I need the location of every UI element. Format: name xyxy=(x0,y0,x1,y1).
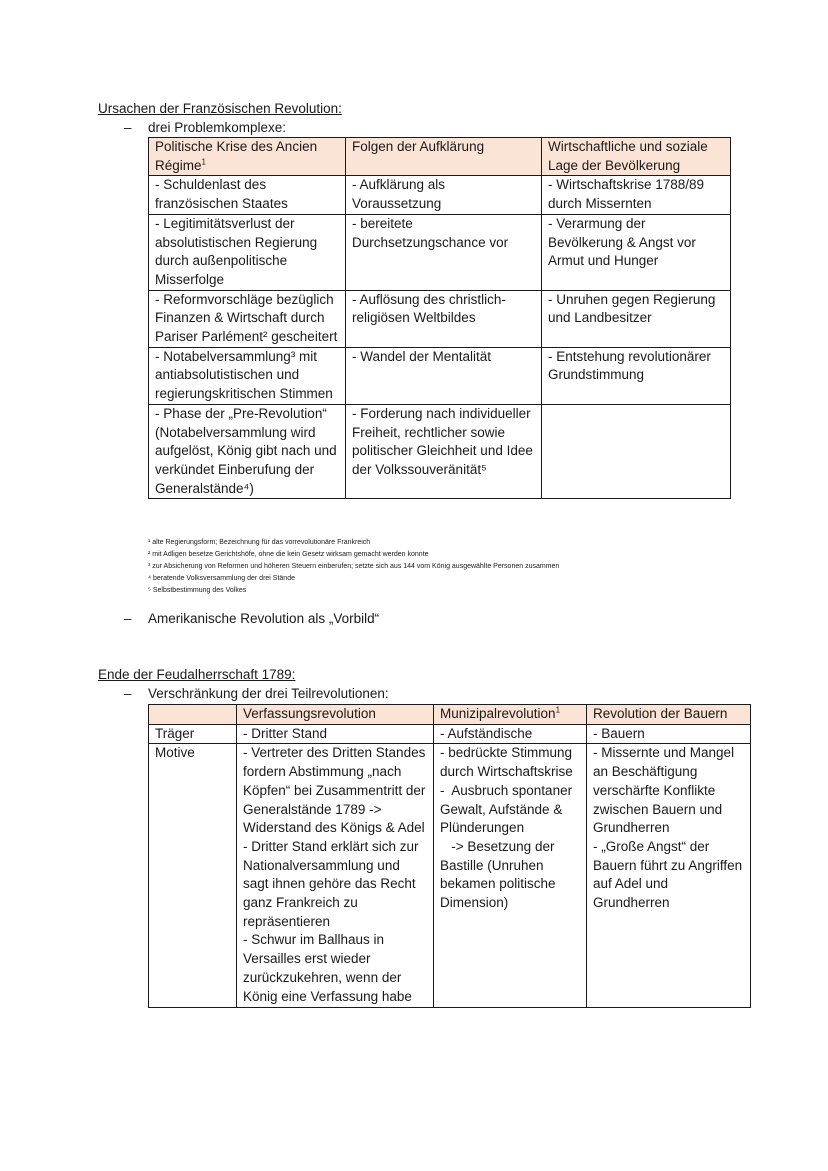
footnote-ref: 1 xyxy=(555,705,561,715)
section2-heading: Ende der Feudalherrschaft 1789: xyxy=(98,667,296,682)
footnote: ¹ alte Regierungsform; Bezeichnung für das vorrevolutionäre Frankreich xyxy=(148,539,371,546)
bullet-text: Verschränkung der drei Teilrevolutionen: xyxy=(148,686,389,701)
table-cell: - Unruhen gegen Regierung und Landbesitzer xyxy=(542,290,731,347)
table-cell: - Forderung nach individueller Freiheit, rechtlicher sowie politischer Gleichheit und Idee der Volkssouveränität⁵ xyxy=(346,404,542,499)
table-cell: - Vertreter des Dritten Standes fordern Abstimmung „nach Köpfen“ bei Zusammentritt der Generalstände 1789 -> Widerstand des Königs & Adel - Dritter Stand erklärt sich zur Nationalversammlung und sagt ihnen gehöre das Recht ganz Frankreich zu repräsentieren - Schwur im Ballhaus in Versailles erst wieder zurückzukehren, wenn der König eine Verfassung habe xyxy=(237,744,434,1008)
table-cell: - Wandel der Mentalität xyxy=(346,347,542,404)
section1-bullet-american xyxy=(124,610,379,628)
table-cell xyxy=(542,404,731,499)
row-label: Motive xyxy=(149,744,237,1008)
revolutions-table-header-constitution xyxy=(237,705,434,725)
footnote: ² mit Adligen besetze Gerichtshöfe, ohne die kein Gesetz wirksam gemacht werden konnte xyxy=(148,551,429,559)
table-row xyxy=(149,347,731,404)
footnote-ref: 1 xyxy=(201,157,206,167)
table-row xyxy=(149,724,751,744)
table-cell: - Aufständische xyxy=(434,724,587,744)
bullet-dash: – xyxy=(124,120,132,135)
problem-table xyxy=(148,137,731,499)
problem-table-header-politics xyxy=(149,138,346,176)
table-cell: - bereitete Durchsetzungschance vor xyxy=(346,214,542,290)
problem-table-header-enlightenment xyxy=(346,138,542,176)
table-cell: - Verarmung der Bevölkerung & Angst vor Armut und Hunger xyxy=(542,214,731,290)
table-cell: - Reformvorschläge bezüglich Finanzen & Wirtschaft durch Pariser Parlément² gescheitert xyxy=(149,290,346,347)
revolutions-table-header-row xyxy=(149,705,751,725)
footnote: ³ zur Absicherung von Reformen und höheren Steuern einberufen; setzte sich aus 144 vom König ausgewählte Personen zusammen xyxy=(148,563,560,571)
table-cell: - Entstehung revolutionärer Grundstimmung xyxy=(542,347,731,404)
revolutions-table-header-peasants xyxy=(587,705,751,725)
table-cell: - Dritter Stand xyxy=(237,724,434,744)
table-row xyxy=(149,404,731,499)
table-cell: - Phase der „Pre-Revolution“ (Notabelversammlung wird aufgelöst, König gibt nach und verkündet Einberufung der Generalstände⁴) xyxy=(149,404,346,499)
table-cell: - Schuldenlast des französischen Staates xyxy=(149,176,346,214)
revolutions-table-header-empty xyxy=(149,705,237,725)
table-row xyxy=(149,290,731,347)
table-cell: - Missernte und Mangel an Beschäftigung verschärfte Konflikte zwischen Bauern und Grundherren - „Große Angst“ der Bauern führt zu Angriffen auf Adel und Grundherren xyxy=(587,744,751,1008)
table-cell: - bedrückte Stimmung durch Wirtschaftskrise - Ausbruch spontaner Gewalt, Aufstände & Plünderungen -> Besetzung der Bastille (Unruhen bekamen politische Dimension) xyxy=(434,744,587,1008)
table-cell: - Wirtschaftskrise 1788/89 durch Missernten xyxy=(542,176,731,214)
table-row xyxy=(149,176,731,214)
table-cell: - Legitimitätsverlust der absolutistischen Regierung durch außenpolitische Misserfolge xyxy=(149,214,346,290)
table-cell: - Notabelversammlung³ mit antiabsolutistischen und regierungskritischen Stimmen xyxy=(149,347,346,404)
table-row xyxy=(149,214,731,290)
header-text: Wirtschaftliche und soziale Lage der Bevölkerung xyxy=(548,139,708,173)
bullet-dash: – xyxy=(124,611,132,626)
table-cell: - Auflösung des christlich-religiösen Weltbildes xyxy=(346,290,542,347)
table-cell: - Aufklärung als Voraussetzung xyxy=(346,176,542,214)
revolutions-table-header-municipal xyxy=(434,705,587,725)
footnote: ⁵ Selbstbestimmung des Volkes xyxy=(148,587,247,595)
bullet-dash: – xyxy=(124,686,132,701)
header-text: Munizipalrevolution xyxy=(440,706,556,721)
table-cell: - Bauern xyxy=(587,724,751,744)
bullet-text: drei Problemkomplexe: xyxy=(148,120,287,135)
table-row xyxy=(149,744,751,1008)
header-text: Politische Krise des Ancien Régime xyxy=(155,139,318,173)
row-label: Träger xyxy=(149,724,237,744)
section1-bullet-problems xyxy=(124,119,286,137)
bullet-text: Amerikanische Revolution als „Vorbild“ xyxy=(148,611,380,626)
header-text: Folgen der Aufklärung xyxy=(352,139,485,154)
footnotes xyxy=(148,537,559,597)
header-text: Revolution der Bauern xyxy=(593,706,728,721)
section2-bullet-revolutions xyxy=(124,685,389,703)
problem-table-header-row xyxy=(149,138,731,176)
section1-heading: Ursachen der Französischen Revolution: xyxy=(98,101,342,116)
problem-table-header-economy xyxy=(542,138,731,176)
revolutions-table xyxy=(148,704,751,1008)
header-text: Verfassungsrevolution xyxy=(243,706,376,721)
footnote: ⁴ beratende Volksversammlung der drei Stände xyxy=(148,575,295,583)
